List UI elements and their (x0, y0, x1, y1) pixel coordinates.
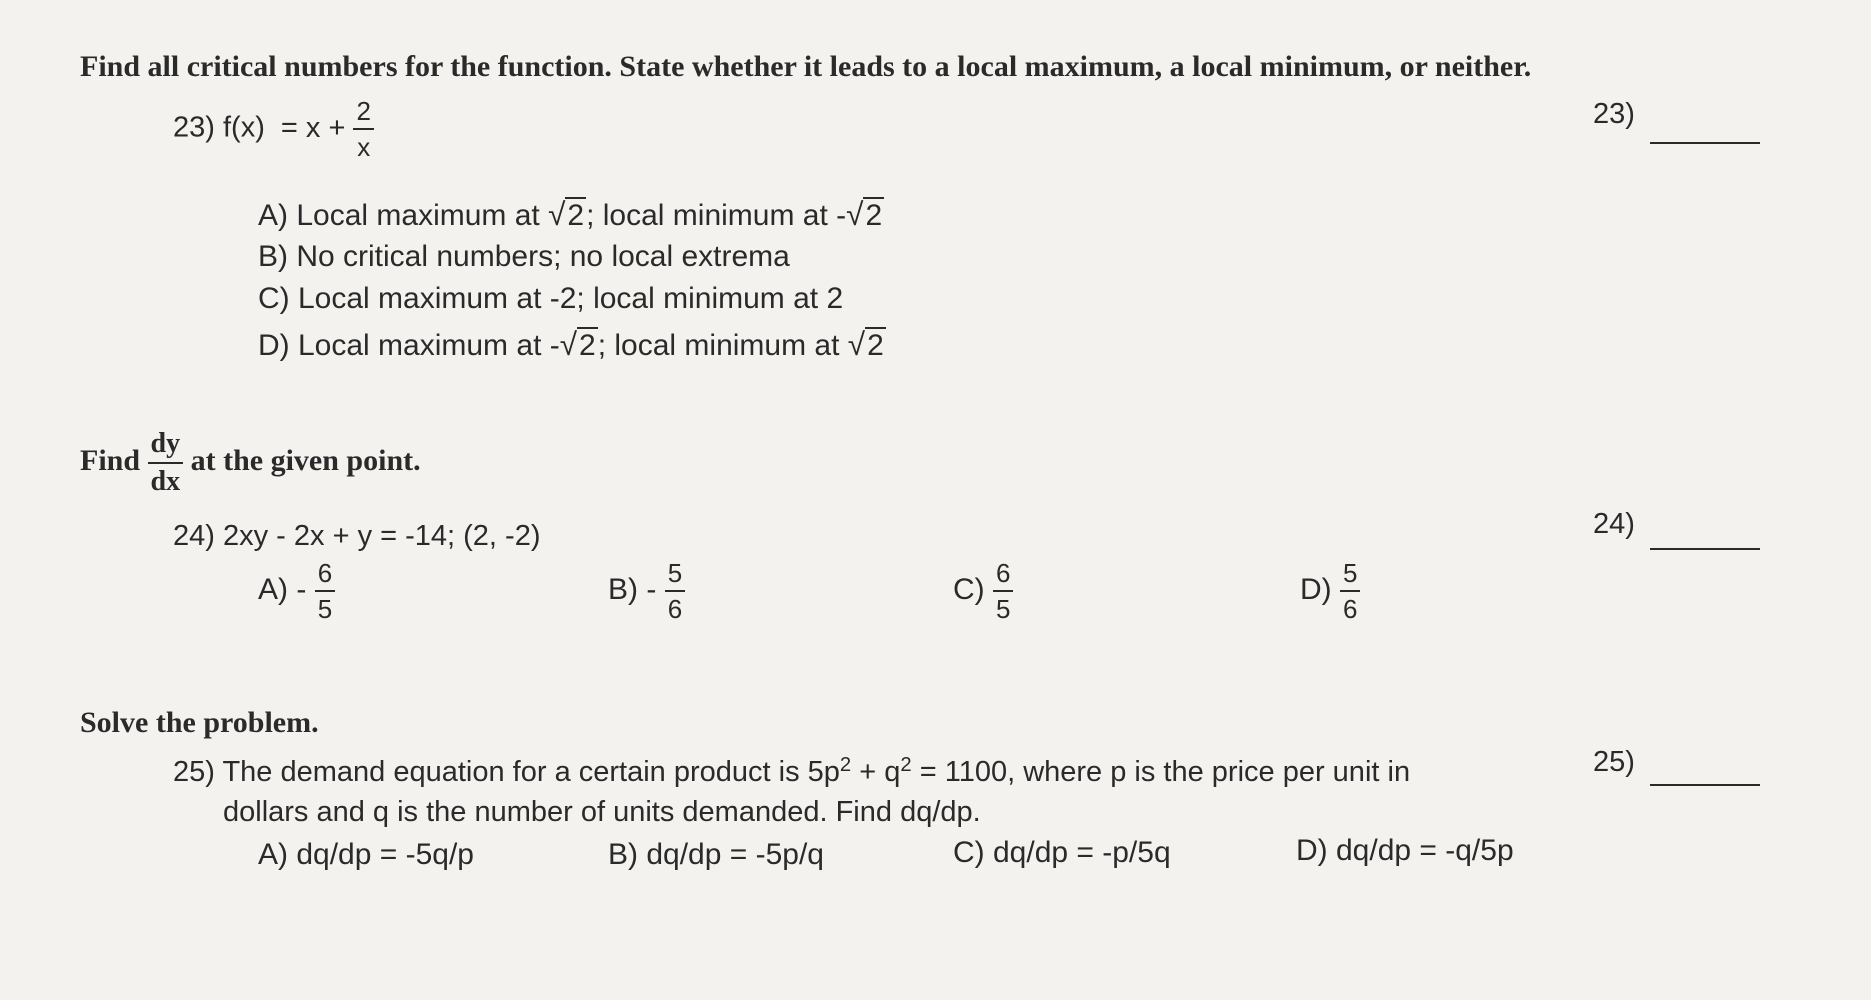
choice-label: C) (953, 572, 985, 606)
choice-fraction: $\frac{6}{5}$ (993, 560, 1013, 622)
choice-text: ; local minimum at (597, 329, 848, 362)
function-lhs: f(x) (222, 111, 265, 144)
question-24 (173, 520, 540, 553)
choice-label: A) (258, 572, 288, 606)
fraction-denominator: dx (150, 466, 181, 497)
section-3-instruction: Solve the problem. (80, 706, 319, 739)
answer-blank-25[interactable] (1650, 784, 1760, 786)
derivative-fraction (148, 430, 184, 496)
sqrt-symbol: √2 (559, 326, 596, 362)
sqrt-symbol: √2 (548, 196, 585, 232)
question-25-line-2: dollars and q is the number of units demanded. Find dq/dp. (223, 796, 981, 828)
question-number: 25) (173, 756, 215, 788)
question-number: 23) (173, 111, 215, 144)
choice-23-b[interactable]: B) No critical numbers; no local extrema (258, 240, 790, 273)
fraction-numerator: dy (148, 430, 184, 464)
choice-fraction: $\frac{5}{6}$ (665, 560, 685, 622)
fraction-denominator: x (357, 132, 371, 162)
choice-label: D) (1300, 572, 1332, 606)
exponent: 2 (900, 753, 912, 776)
sqrt-symbol: √2 (847, 326, 884, 362)
question-text: + q (851, 756, 901, 788)
question-number: 24) (173, 520, 215, 552)
fraction-numerator: 2 (353, 98, 373, 130)
function-eq: = x + (280, 111, 346, 144)
answer-label-25: 25) (1593, 746, 1635, 778)
section-1-instruction: Find all critical numbers for the function. State whether it leads to a local maximum, a local minimum, or neither. (80, 50, 1532, 83)
choice-25-b[interactable]: B) dq/dp = -5p/q (608, 838, 824, 871)
choice-23-c[interactable]: C) Local maximum at -2; local minimum at 2 (258, 282, 844, 315)
choice-fraction: $\frac{5}{6}$ (1340, 560, 1360, 622)
choice-text: D) Local maximum at - (258, 329, 560, 362)
choice-24-d[interactable] (1300, 560, 1360, 622)
question-text: = 1100, where p is the price per unit in (911, 756, 1411, 788)
answer-label-24: 24) (1593, 508, 1635, 540)
choice-text: A) Local maximum at (258, 199, 549, 232)
choice-25-d[interactable]: D) dq/dp = -q/5p (1296, 834, 1514, 867)
choice-text: ; local minimum at - (586, 199, 847, 232)
choice-24-c[interactable] (953, 560, 1013, 622)
choice-sign: - (646, 572, 657, 606)
sqrt-symbol: √2 (846, 196, 883, 232)
answer-blank-23[interactable] (1650, 142, 1760, 144)
question-text: 2xy - 2x + y = -14; (2, -2) (222, 520, 541, 552)
choice-label: B) (608, 572, 638, 606)
choice-25-c[interactable]: C) dq/dp = -p/5q (953, 836, 1171, 869)
answer-blank-24[interactable] (1650, 548, 1760, 550)
fraction (353, 98, 373, 160)
choice-24-a[interactable] (258, 560, 335, 622)
question-23 (173, 98, 374, 160)
exponent: 2 (839, 753, 852, 776)
answer-label-23: 23) (1593, 98, 1635, 130)
choice-25-a[interactable]: A) dq/dp = -5q/p (258, 838, 474, 871)
choice-23-d[interactable] (258, 326, 886, 363)
choice-fraction: $\frac{6}{5}$ (315, 560, 335, 622)
choice-24-b[interactable] (608, 560, 685, 622)
section-2-instruction (80, 430, 421, 496)
instruction-text: Find (80, 443, 141, 477)
instruction-text: at the given point. (190, 443, 421, 477)
question-text: The demand equation for a certain product is 5p (222, 756, 840, 788)
choice-sign: - (296, 572, 307, 606)
choice-23-a[interactable] (258, 196, 884, 233)
question-25-line-1 (173, 753, 1411, 789)
